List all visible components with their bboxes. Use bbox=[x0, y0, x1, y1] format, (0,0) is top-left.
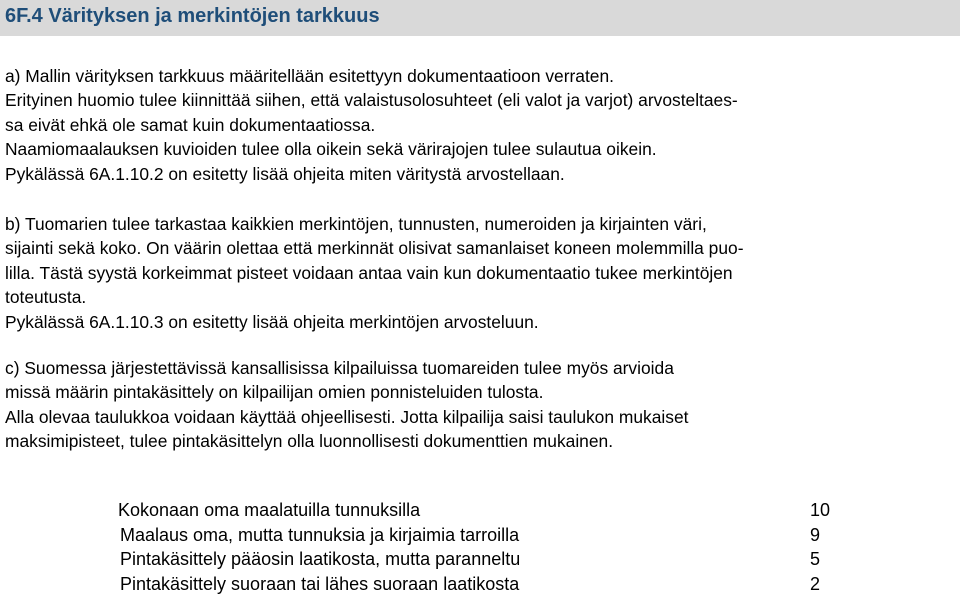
score-table bbox=[118, 498, 838, 596]
paragraph-a-line: Naamiomaalauksen kuvioiden tulee olla oikein sekä värirajojen tulee sulautua oikein. bbox=[5, 139, 657, 160]
score-table-row bbox=[118, 498, 838, 523]
score-points: 10 bbox=[810, 500, 831, 520]
paragraph-a-line: a) Mallin värityksen tarkkuus määritellään esitettyyn dokumentaatioon verraten. bbox=[5, 66, 614, 86]
section-heading: 6F.4 Värityksen ja merkintöjen tarkkuus bbox=[5, 5, 380, 27]
paragraph-b-line: b) Tuomarien tulee tarkastaa kaikkien merkintöjen, tunnusten, numeroiden ja kirjainten väri, bbox=[5, 214, 707, 234]
paragraph-b-line: Pykälässä 6A.1.10.3 on esitetty lisää ohjeita merkintöjen arvosteluun. bbox=[5, 311, 539, 332]
score-points: 9 bbox=[810, 524, 821, 545]
paragraph-c-line: c) Suomessa järjestettävissä kansallisissa kilpailuissa tuomareiden tulee myös arvioida bbox=[5, 358, 674, 378]
paragraph-a-line: Erityinen huomio tulee kiinnittää siihen, että valaistusolosuhteet (eli valot ja varjot) arvosteltaes- bbox=[5, 90, 738, 111]
paragraph-b-line: toteutusta. bbox=[5, 287, 87, 308]
score-table-row bbox=[118, 547, 838, 572]
score-points: 5 bbox=[810, 549, 821, 569]
paragraph-c-line: Alla olevaa taulukkoa voidaan käyttää ohjeellisesti. Jotta kilpailija saisi taulukon mukaiset bbox=[5, 406, 689, 427]
score-label: Pintakäsittely suoraan tai lähes suoraan laatikosta bbox=[120, 573, 520, 594]
paragraph-b-line: lilla. Tästä syystä korkeimmat pisteet voidaan antaa vain kun dokumentaatio tukee merkintöjen bbox=[5, 262, 733, 283]
paragraph-c bbox=[5, 356, 955, 454]
paragraph-a-line: sa eivät ehkä ole samat kuin dokumentaatiossa. bbox=[5, 114, 376, 135]
paragraph-c-line: maksimipisteet, tulee pintakäsittelyn olla luonnollisesti dokumenttien mukainen. bbox=[5, 431, 614, 452]
paragraph-c-line: missä määrin pintakäsittely on kilpailijan omien ponnisteluiden tulosta. bbox=[5, 382, 544, 403]
score-table-row bbox=[118, 523, 838, 548]
score-label: Maalaus oma, mutta tunnuksia ja kirjaimia tarroilla bbox=[120, 524, 520, 545]
score-label: Kokonaan oma maalatuilla tunnuksilla bbox=[118, 500, 421, 520]
paragraph-b bbox=[5, 212, 955, 334]
score-label: Pintakäsittely pääosin laatikosta, mutta paranneltu bbox=[120, 549, 521, 569]
paragraph-a-line: Pykälässä 6A.1.10.2 on esitetty lisää ohjeita miten väritystä arvostellaan. bbox=[5, 163, 565, 184]
score-table-row bbox=[118, 572, 838, 597]
score-points: 2 bbox=[810, 573, 821, 594]
paragraph-b-line: sijainti sekä koko. On väärin olettaa että merkinnät olisivat samanlaiset koneen molemmilla puo- bbox=[5, 238, 744, 259]
paragraph-a bbox=[5, 64, 955, 186]
